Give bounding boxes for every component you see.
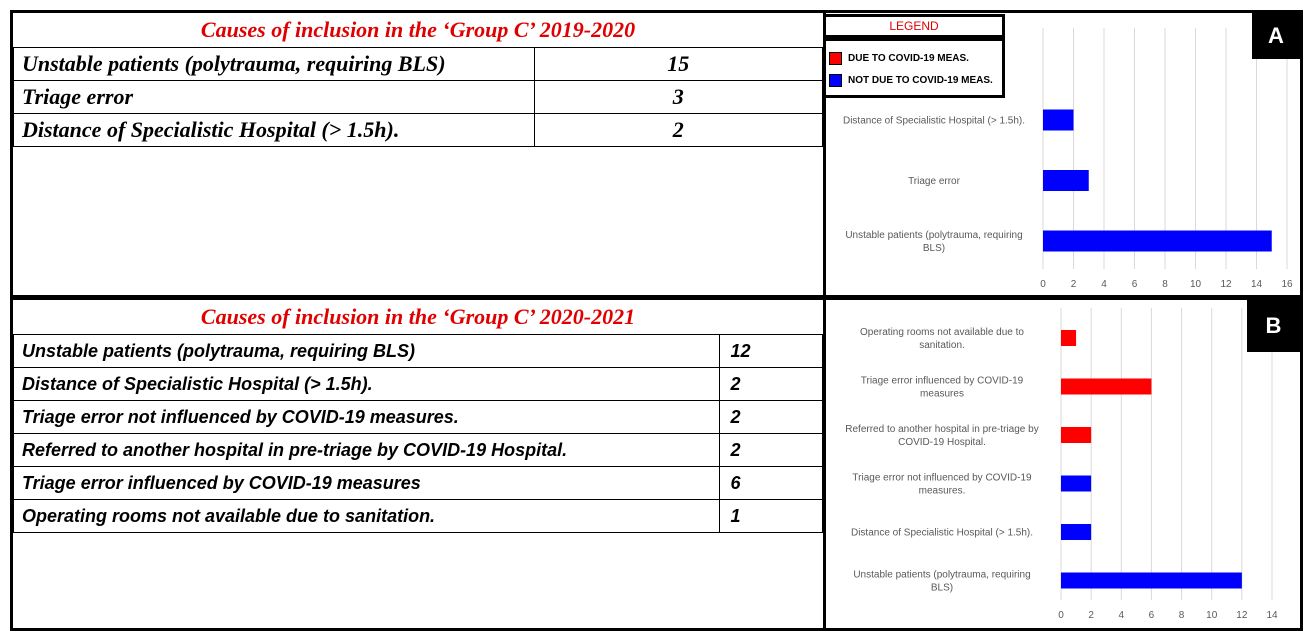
row-value: 2 [720, 401, 823, 434]
row-label: Triage error not influenced by COVID-19 measures. [14, 401, 720, 434]
category-label: Referred to another hospital in pre-triage by [845, 424, 1039, 435]
bar [1061, 427, 1091, 443]
table-row [14, 368, 823, 401]
x-tick-label: 10 [1189, 279, 1202, 290]
x-tick-label: 6 [1131, 279, 1138, 290]
cause-table-2019 [13, 47, 823, 147]
row-value: 2 [720, 434, 823, 467]
bar [1043, 231, 1272, 252]
table-body-2020 [14, 335, 823, 533]
row-label: Triage error influenced by COVID-19 measures [14, 467, 720, 500]
category-label: Triage error [908, 176, 960, 187]
table-body-2019 [14, 48, 823, 147]
table-title-2019: Causes of inclusion in the ‘Group C’ 2019-2020 [200, 17, 636, 42]
bar [1043, 110, 1074, 131]
legend-item-covid [829, 52, 969, 65]
table-panel-2019 [10, 10, 826, 298]
x-tick-label: 14 [1250, 279, 1263, 290]
row-value: 3 [534, 81, 823, 114]
row-value: 2 [534, 114, 823, 147]
x-tick-label: 6 [1148, 610, 1155, 621]
table-row [14, 401, 823, 434]
table-row [14, 81, 823, 114]
bar [1061, 330, 1076, 346]
x-tick-label: 14 [1266, 610, 1278, 621]
x-tick-label: 12 [1236, 610, 1248, 621]
legend-label-covid: DUE TO COVID-19 MEAS. [848, 53, 969, 64]
table-panel-2020 [10, 297, 826, 631]
row-value: 2 [720, 368, 823, 401]
row-label: Distance of Specialistic Hospital (> 1.5h). [14, 114, 535, 147]
legend-swatch-non-covid [829, 74, 842, 87]
x-tick-label: 12 [1220, 279, 1232, 290]
bar [1043, 170, 1089, 191]
table-row [14, 434, 823, 467]
bar [1061, 476, 1091, 492]
category-label: Unstable patients (polytrauma, requiring [853, 569, 1031, 581]
panel-b-badge: B [1247, 300, 1300, 352]
category-label: Triage error influenced by COVID-19 [860, 375, 1024, 387]
row-value: 6 [720, 467, 823, 500]
x-tick-label: 4 [1118, 610, 1125, 621]
table-row [14, 48, 823, 81]
legend-label-non-covid: NOT DUE TO COVID-19 MEAS. [848, 75, 993, 86]
cause-table-2020 [13, 334, 823, 533]
row-label: Distance of Specialistic Hospital (> 1.5h). [14, 368, 720, 401]
row-label: Triage error [14, 81, 535, 114]
category-label: COVID-19 Hospital. [898, 437, 986, 448]
x-tick-label: 0 [1058, 610, 1064, 621]
legend-item-non-covid [829, 74, 993, 87]
x-tick-label: 8 [1162, 279, 1168, 290]
chart-panel-b [823, 297, 1303, 631]
panel-a-badge: A [1252, 13, 1300, 59]
table-row [14, 114, 823, 147]
x-tick-label: 8 [1178, 610, 1185, 621]
chart-b [826, 300, 1300, 628]
category-label: Unstable patients (polytrauma, requiring [845, 230, 1023, 241]
category-label: BLS) [922, 243, 946, 254]
x-tick-label: 0 [1040, 279, 1046, 290]
row-value: 12 [720, 335, 823, 368]
category-label: Operating rooms not available due to [860, 327, 1024, 338]
x-tick-label: 4 [1101, 279, 1107, 290]
category-label: Triage error not influenced by COVID-19 [852, 472, 1032, 484]
category-label: measures. [918, 485, 966, 497]
table-row [14, 500, 823, 533]
bar [1061, 379, 1151, 395]
row-label: Operating rooms not available due to sanitation. [14, 500, 720, 533]
bar [1061, 524, 1091, 540]
x-tick-label: 16 [1281, 279, 1293, 290]
legend-title: LEGEND [823, 14, 1005, 38]
bar [1061, 573, 1242, 589]
category-label: Distance of Specialistic Hospital (> 1.5h). [842, 115, 1026, 127]
row-label: Unstable patients (polytrauma, requiring BLS) [14, 335, 720, 368]
category-label: BLS) [930, 582, 954, 594]
row-value: 1 [720, 500, 823, 533]
legend-swatch-covid [829, 52, 842, 65]
x-tick-label: 10 [1206, 610, 1218, 621]
row-label: Referred to another hospital in pre-triage by COVID-19 Hospital. [14, 434, 720, 467]
row-value: 15 [534, 48, 823, 81]
legend-box [823, 38, 1005, 98]
table-row [14, 335, 823, 368]
table-row [14, 467, 823, 500]
x-tick-label: 2 [1088, 610, 1094, 621]
row-label: Unstable patients (polytrauma, requiring BLS) [14, 48, 535, 81]
category-label: Distance of Specialistic Hospital (> 1.5h). [850, 527, 1034, 539]
category-label: sanitation. [919, 340, 965, 351]
category-label: measures [920, 388, 964, 400]
x-tick-label: 2 [1070, 279, 1077, 290]
table-title-2020: Causes of inclusion in the ‘Group C’ 2020-2021 [200, 304, 636, 329]
